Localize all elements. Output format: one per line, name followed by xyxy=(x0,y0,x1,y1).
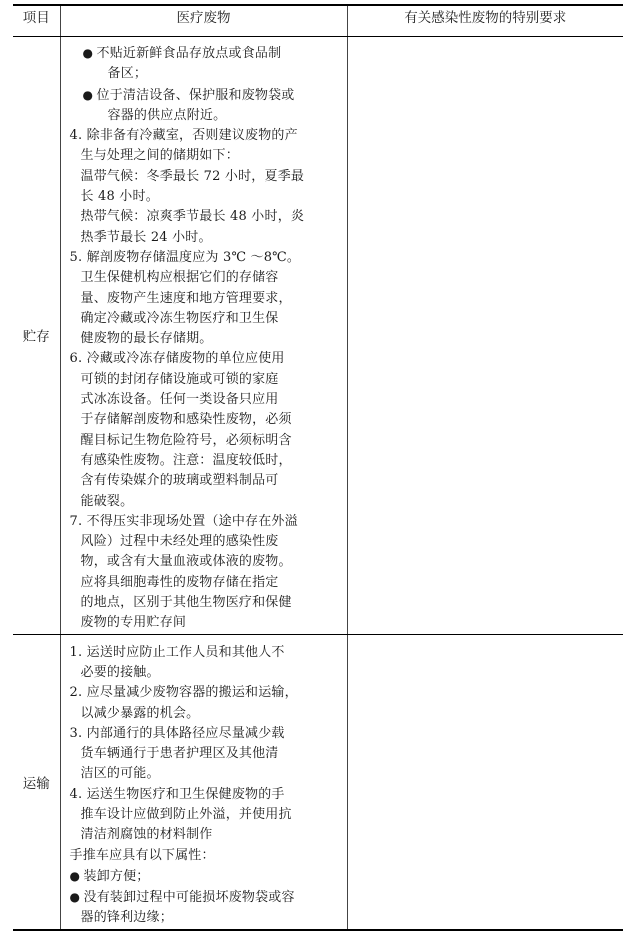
storage-line-text: 备区； xyxy=(107,66,148,82)
transport-line xyxy=(70,744,339,764)
bullet-icon: ● xyxy=(82,46,94,60)
storage-line xyxy=(70,146,339,166)
storage-line xyxy=(70,471,339,491)
transport-line xyxy=(70,643,339,663)
storage-line xyxy=(70,613,339,633)
storage-line-text: 温带气候：冬季最长 72 小时，夏季最 xyxy=(80,168,305,184)
waste-management-table xyxy=(13,4,623,931)
table-row-transport xyxy=(13,634,623,930)
storage-line xyxy=(70,349,339,369)
transport-line-text: 洁区的可能。 xyxy=(80,766,160,782)
storage-line-text: 含有传染媒介的玻璃或塑料制品可 xyxy=(80,473,279,489)
transport-line xyxy=(70,704,339,724)
table-header-row xyxy=(13,5,623,37)
transport-line xyxy=(70,663,339,683)
transport-line-text: 1. 运送时应防止工作人员和其他人不 xyxy=(69,644,285,660)
storage-line-text: 量、废物产生速度和地方管理要求， xyxy=(80,290,292,306)
transport-line-text: 器的锋利边缘； xyxy=(80,910,173,926)
storage-line-text: 能破裂。 xyxy=(80,493,134,509)
storage-line-text: 于存储解剖废物和感染性废物，必须 xyxy=(80,412,292,428)
row-label-transport: 运输 xyxy=(13,634,60,930)
transport-line-text: 手推车应具有以下属性： xyxy=(69,847,215,863)
storage-line xyxy=(70,106,339,126)
header-infectious-requirements: 有关感染性废物的特别要求 xyxy=(347,5,623,37)
transport-content xyxy=(61,635,347,929)
storage-line xyxy=(70,329,339,349)
storage-line-text: 醒目标记生物危险符号，必须标明含 xyxy=(80,432,292,448)
storage-line xyxy=(70,228,339,248)
storage-line xyxy=(70,512,339,532)
storage-line xyxy=(70,532,339,552)
storage-line xyxy=(70,207,339,227)
storage-line-text: 可锁的封闭存储设施或可锁的家庭 xyxy=(80,371,279,387)
transport-line xyxy=(70,805,339,825)
storage-line xyxy=(70,64,339,84)
header-medical-waste: 医疗废物 xyxy=(60,5,347,37)
storage-line-text: 废物的专用贮存间 xyxy=(80,615,187,631)
header-item: 项目 xyxy=(13,5,60,37)
transport-line-text: 清洁剂腐蚀的材料制作 xyxy=(80,827,213,843)
storage-line xyxy=(70,43,339,64)
transport-line xyxy=(70,908,339,928)
storage-line-text: 健废物的最长存储期。 xyxy=(80,331,213,347)
transport-line-text: 4. 运送生物医疗和卫生保健废物的手 xyxy=(69,786,285,802)
table-row-storage xyxy=(13,37,623,635)
storage-line xyxy=(70,289,339,309)
transport-line-text: 推车设计应做到防止外溢，并使用抗 xyxy=(80,806,292,822)
transport-line-text: 装卸方便； xyxy=(83,868,150,884)
storage-line-text: 7. 不得压实非现场处置（途中存在外溢 xyxy=(69,513,298,529)
storage-line-text: 位于清洁设备、保护服和废物袋或 xyxy=(96,87,295,103)
transport-line xyxy=(70,724,339,744)
transport-line-text: 没有装卸过程中可能损坏废物袋或容 xyxy=(83,890,295,906)
transport-line-text: 必要的接触。 xyxy=(80,664,160,680)
bullet-icon: ● xyxy=(69,890,81,905)
storage-line-text: 热季节最长 24 小时。 xyxy=(80,229,212,245)
storage-content xyxy=(61,37,347,634)
storage-line xyxy=(70,451,339,471)
storage-line-text: 物，或含有大量血液或体液的废物。 xyxy=(80,554,292,570)
storage-line-text: 5. 解剖废物存储温度应为 3℃ ～8℃。 xyxy=(69,249,301,265)
row-label-storage: 贮存 xyxy=(13,37,60,635)
storage-line-text: 热带气候：凉爽季节最长 48 小时，炎 xyxy=(80,209,305,225)
storage-line xyxy=(70,492,339,512)
transport-line xyxy=(70,846,339,866)
storage-line xyxy=(70,268,339,288)
transport-line-text: 3. 内部通行的具体路径应尽量减少载 xyxy=(69,725,285,741)
storage-line-text: 应将具细胞毒性的废物存储在指定 xyxy=(80,574,279,590)
storage-line xyxy=(70,309,339,329)
transport-line-text: 货车辆通行于患者护理区及其他清 xyxy=(80,746,279,762)
transport-line xyxy=(70,683,339,703)
storage-line xyxy=(70,573,339,593)
storage-line-text: 卫生保健机构应根据它们的存储容 xyxy=(80,270,279,286)
storage-line xyxy=(70,85,339,106)
transport-special-requirements-cell xyxy=(347,634,623,930)
storage-line-text: 4. 除非备有冷藏室，否则建议废物的产 xyxy=(69,128,298,144)
transport-line xyxy=(70,887,339,908)
storage-special-requirements-cell xyxy=(347,37,623,635)
transport-line xyxy=(70,866,339,887)
storage-line-text: 容器的供应点附近。 xyxy=(107,107,227,123)
bullet-icon: ● xyxy=(82,87,94,102)
storage-line-text: 6. 冷藏或冷冻存储废物的单位应使用 xyxy=(69,351,285,367)
storage-line xyxy=(70,390,339,410)
storage-line-text: 长 48 小时。 xyxy=(80,189,159,205)
storage-line xyxy=(70,187,339,207)
storage-line xyxy=(70,593,339,613)
storage-line xyxy=(70,248,339,268)
transport-medical-waste-cell xyxy=(60,634,347,930)
storage-line-text: 风险）过程中未经处理的感染性废 xyxy=(80,534,279,550)
bullet-icon: ● xyxy=(69,868,81,883)
transport-line xyxy=(70,764,339,784)
storage-line-text: 确定冷藏或冷冻生物医疗和卫生保 xyxy=(80,310,279,326)
storage-line-text: 生与处理之间的储期如下： xyxy=(80,148,239,164)
storage-line xyxy=(70,167,339,187)
storage-line xyxy=(70,370,339,390)
storage-line-text: 有感染性废物。注意：温度较低时， xyxy=(80,452,292,468)
storage-medical-waste-cell xyxy=(60,37,347,635)
transport-line-text: 2. 应尽量减少废物容器的搬运和运输， xyxy=(69,685,298,701)
storage-line-text: 不贴近新鲜食品存放点或食品制 xyxy=(96,46,282,61)
storage-line xyxy=(70,126,339,146)
storage-line xyxy=(70,410,339,430)
storage-line xyxy=(70,431,339,451)
storage-line-text: 的地点，区别于其他生物医疗和保健 xyxy=(80,595,292,611)
storage-line xyxy=(70,552,339,572)
transport-line xyxy=(70,785,339,805)
storage-line-text: 式冰冻设备。任何一类设备只应用 xyxy=(80,392,279,408)
transport-line xyxy=(70,825,339,845)
transport-line-text: 以减少暴露的机会。 xyxy=(80,705,200,721)
